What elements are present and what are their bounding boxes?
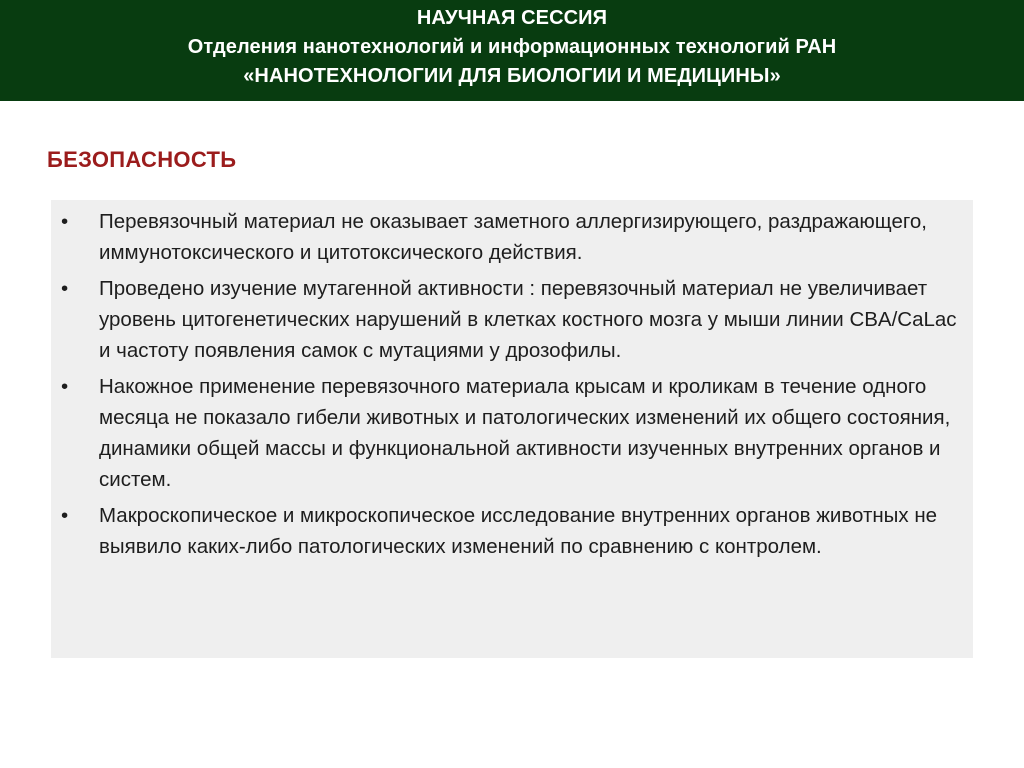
section-title: БЕЗОПАСНОСТЬ <box>47 147 237 172</box>
bullet-text: Проведено изучение мутагенной активности : перевязочный материал не увеличивает уровень цитогенетических нарушений в клетках костного мозга у мыши линии CBA/CaLac и частоту появления самок с мутациями у дрозофилы. <box>99 277 957 362</box>
header-line-1: НАУЧНАЯ СЕССИЯ <box>416 7 608 29</box>
bullet-icon: • <box>61 504 69 527</box>
bullet-text: Накожное применение перевязочного материала крысам и кроликам в течение одного месяца не показало гибели животных и патологических изменений их общего состояния, динамики общей массы и функциональной активности изученных внутренних органов и систем. <box>99 375 951 491</box>
bullet-icon: • <box>61 210 69 233</box>
list-item <box>61 206 959 268</box>
content-box <box>51 200 973 658</box>
list-item <box>61 500 959 562</box>
bullet-list <box>61 206 959 562</box>
list-item <box>61 273 959 366</box>
header-line-3: «НАНОТЕХНОЛОГИИ ДЛЯ БИОЛОГИИ И МЕДИЦИНЫ» <box>243 65 781 87</box>
bullet-icon: • <box>61 277 69 300</box>
bullet-text: Макроскопическое и микроскопическое исследование внутренних органов животных не выявило каких-либо патологических изменений по сравнению с контролем. <box>99 504 938 558</box>
session-header <box>0 0 1024 101</box>
bullet-text: Перевязочный материал не оказывает заметного аллергизирующего, раздражающего, иммунотоксического и цитотоксического действия. <box>99 210 927 264</box>
header-line-2: Отделения нанотехнологий и информационных технологий РАН <box>187 36 837 58</box>
bullet-icon: • <box>61 375 69 398</box>
list-item <box>61 371 959 495</box>
